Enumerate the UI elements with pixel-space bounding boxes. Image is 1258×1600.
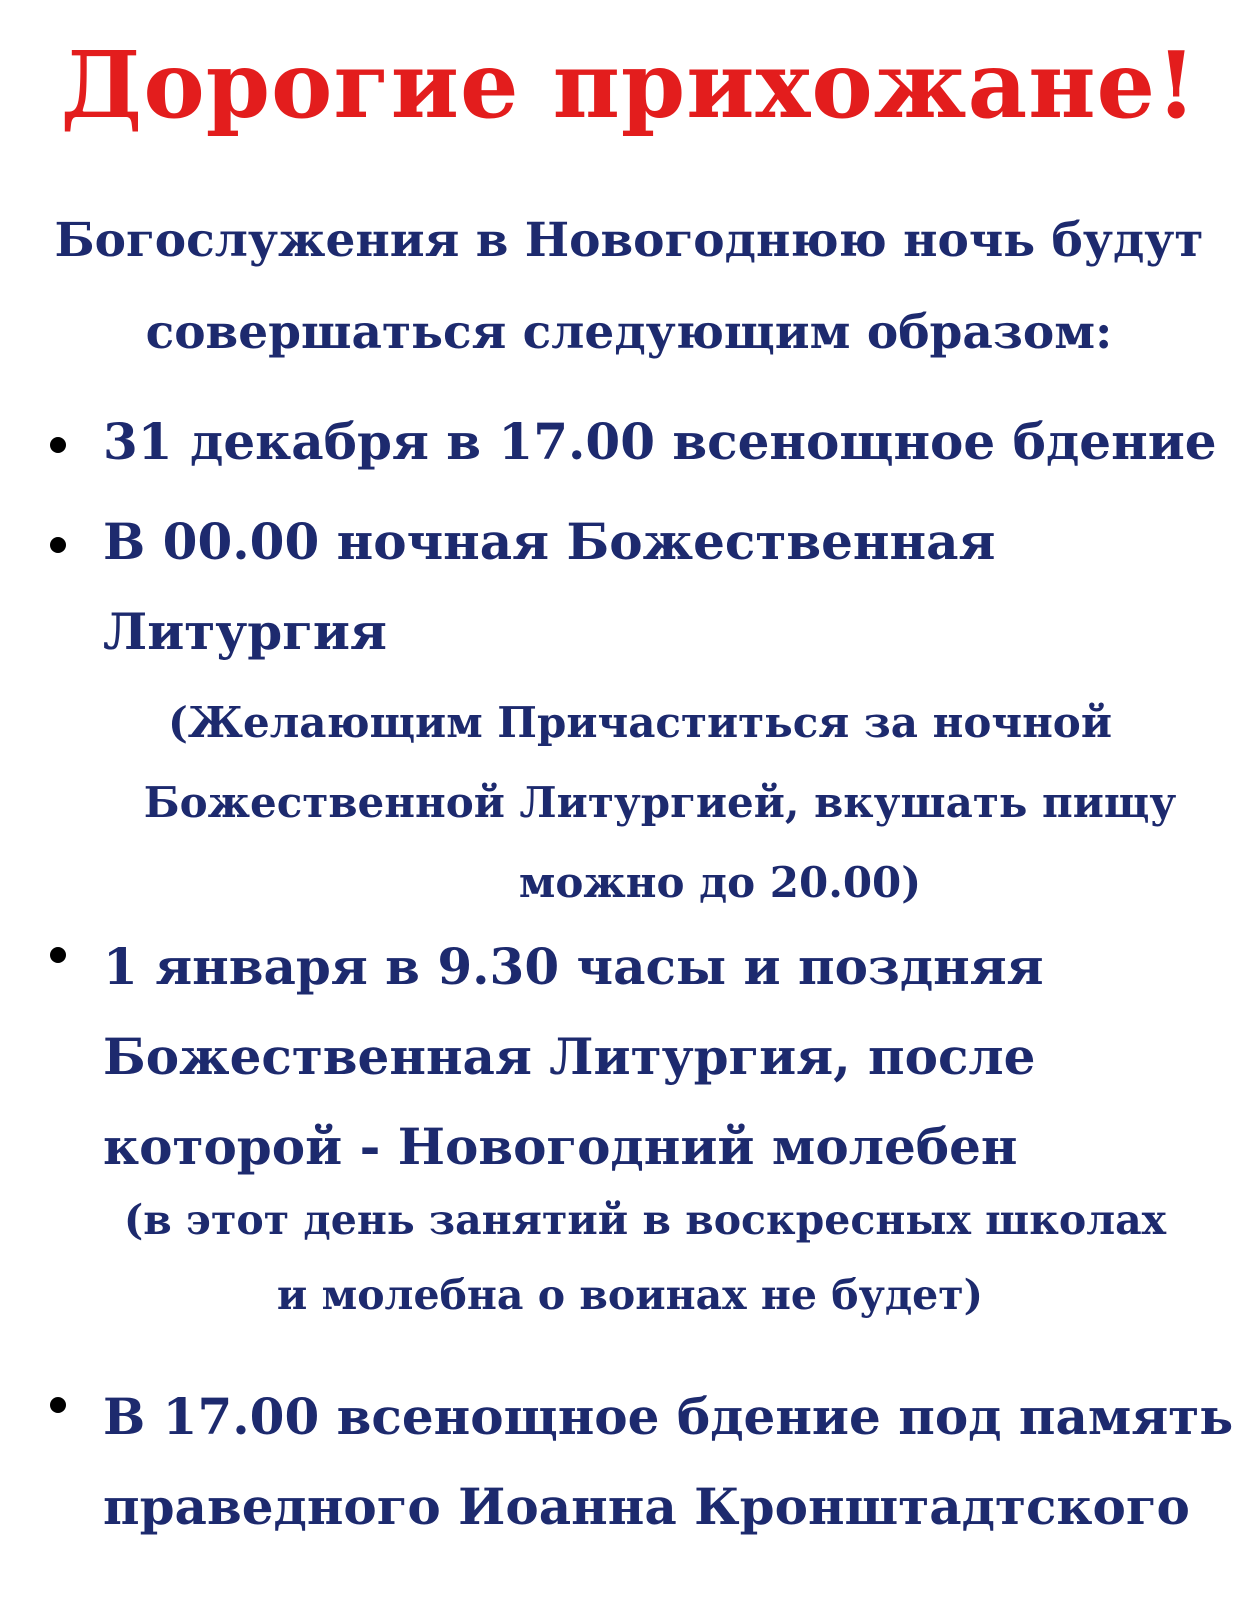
note-line: и молебна о воинах не будет) (276, 1271, 984, 1319)
intro-line-1: Богослужения в Новогоднюю ночь будут (54, 213, 1204, 268)
bullet-icon (50, 947, 66, 963)
list-item-2 (103, 512, 995, 662)
bullet-icon (50, 1397, 66, 1413)
bullet-icon (50, 537, 66, 553)
list-item-1 (103, 412, 1217, 472)
note-line: Божественной Литургией, вкушать пищу (143, 778, 1177, 827)
note-line: (в этот день занятий в воскресных школах (123, 1196, 1167, 1244)
note-line: (Желающим Причаститься за ночной (168, 698, 1112, 747)
bullet-icon (50, 437, 66, 453)
intro-text (40, 195, 1218, 379)
list-item-line: которой - Новогодний молебен (103, 1117, 1018, 1176)
page-title: Дорогие прихожане! (60, 31, 1198, 139)
list-item-line: В 00.00 ночная Божественная (103, 512, 996, 571)
list-item-3 (103, 922, 1044, 1192)
note-line: можно до 20.00) (518, 858, 922, 907)
list-item-4 (103, 1372, 1233, 1552)
intro-line-2: совершаться следующим образом: (145, 305, 1113, 360)
list-item-3-note (50, 1183, 1210, 1333)
list-item-line: В 17.00 всенощное бдение под память (103, 1387, 1234, 1446)
list-item-line: Божественная Литургия, после (103, 1027, 1036, 1086)
list-item-line: Литургия (103, 602, 387, 661)
list-item-line: 31 декабря в 17.00 всенощное бдение (103, 412, 1217, 471)
list-item-line: 1 января в 9.30 часы и поздняя (103, 937, 1044, 996)
list-item-2-note (80, 683, 1240, 923)
list-item-line: праведного Иоанна Кронштадтского (103, 1477, 1190, 1536)
